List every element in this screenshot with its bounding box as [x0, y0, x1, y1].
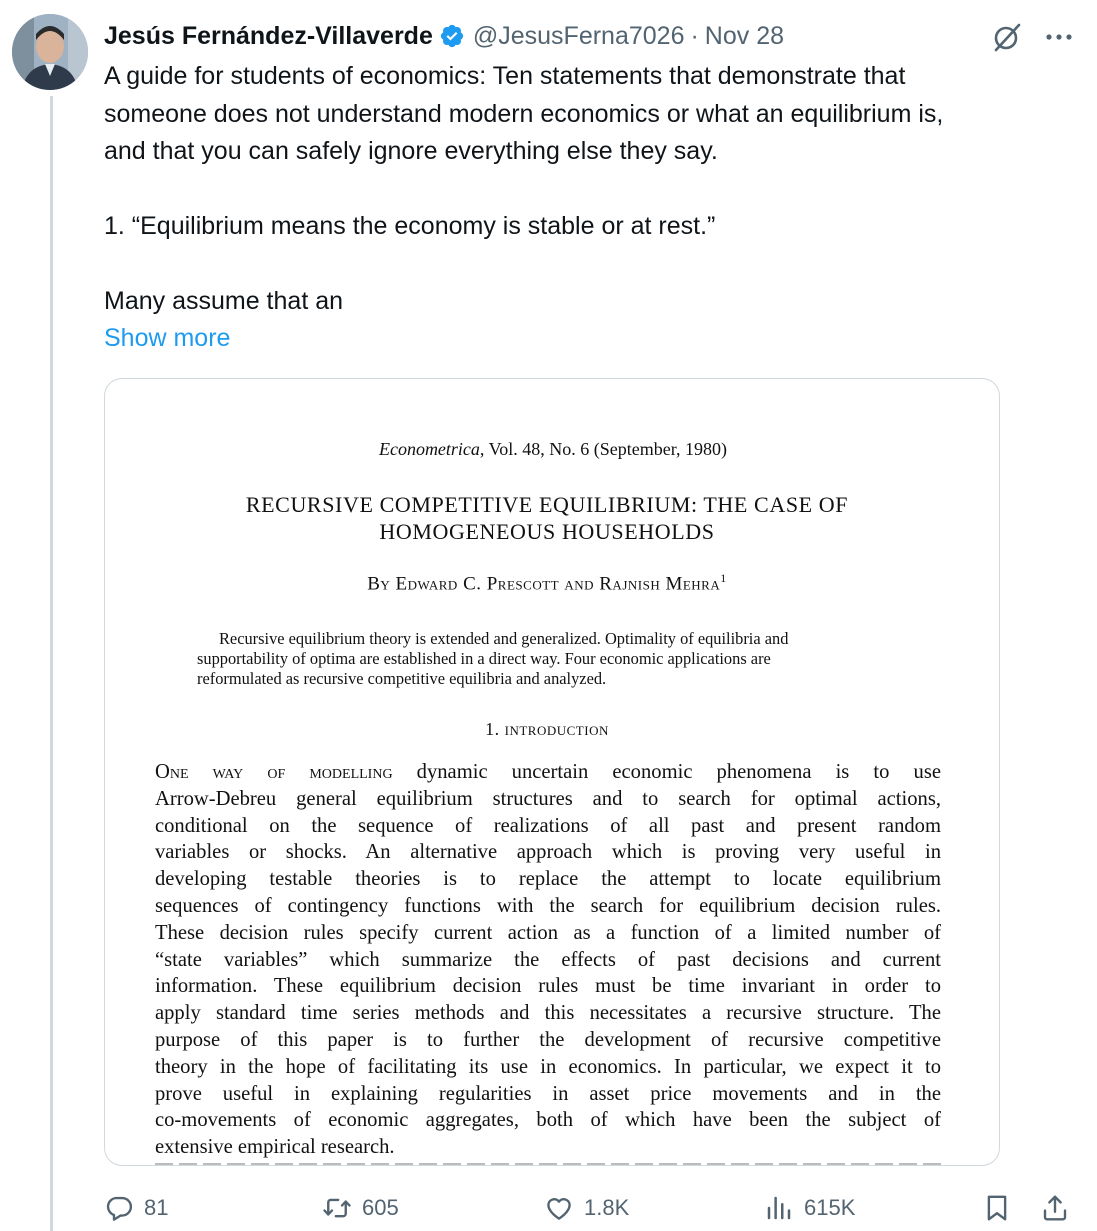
body-line: sequences of contingency functions with the search for equilibrium decision rules. — [155, 894, 941, 917]
share-icon — [1040, 1193, 1070, 1223]
tweet-date[interactable]: Nov 28 — [704, 21, 785, 50]
tweet-point-1: 1. “Equilibrium means the economy is stable or at rest.” — [104, 212, 716, 240]
body-line: prove useful in explaining regularities in asset price movements and in the — [155, 1082, 941, 1105]
reply-count: 81 — [144, 1195, 169, 1220]
body-line: conditional on the sequence of realizations of all past and present random — [155, 814, 941, 837]
repost-button[interactable] — [322, 1186, 399, 1230]
header-separator: · — [690, 21, 699, 50]
journal-name: Econometrica — [378, 439, 480, 459]
like-count: 1.8K — [584, 1195, 630, 1220]
repost-icon — [322, 1193, 352, 1223]
author-name[interactable]: Jesús Fernández-Villaverde — [104, 21, 433, 50]
show-more-link[interactable]: Show more — [104, 324, 231, 352]
paper-title-line: RECURSIVE COMPETITIVE EQUILIBRIUM: THE CASE OF — [245, 492, 849, 517]
body-line: co-movements of economic aggregates, both of which have been the subject of — [155, 1109, 941, 1132]
body-line-text: dynamic uncertain economic phenomena is to use — [392, 761, 942, 783]
body-line: extensive empirical research. — [155, 1136, 395, 1159]
tweet-text — [104, 58, 1079, 321]
paper-scan — [105, 379, 1000, 1166]
tweet-text-line: and that you can safely ignore everything else they say. — [104, 137, 718, 165]
heart-icon — [544, 1193, 574, 1223]
avatar-photo-icon — [12, 14, 88, 90]
body-line: apply standard time series methods and this necessitates a recursive structure. The — [155, 1002, 941, 1025]
abstract-line: Recursive equilibrium theory is extended and generalized. Optimality of equilibria and — [219, 629, 789, 648]
section-title: introduction — [504, 719, 609, 739]
repost-count: 605 — [362, 1195, 399, 1220]
paper-body — [155, 759, 941, 1161]
views-chart-icon — [764, 1193, 794, 1223]
journal-volume: , Vol. 48, No. 6 (September, 1980) — [479, 439, 728, 459]
tweet-header — [104, 16, 784, 56]
more-options-icon[interactable] — [1042, 20, 1076, 54]
share-button[interactable] — [1040, 1186, 1070, 1230]
grok-icon[interactable] — [990, 20, 1024, 54]
paper-title-line: HOMOGENEOUS HOUSEHOLDS — [379, 519, 715, 544]
body-line: information. These equilibrium decision rules must be time invariant in order to — [155, 975, 941, 998]
action-bar — [104, 1186, 1064, 1230]
abstract-line: supportability of optima are established in a direct way. Four economic applications are — [197, 649, 771, 668]
tweet-teaser: Many assume that an — [104, 287, 344, 315]
journal-citation — [105, 439, 1000, 460]
reply-icon — [104, 1193, 134, 1223]
body-line: theory in the hope of facilitating its use in economics. In particular, we expect it to — [155, 1055, 941, 1078]
bookmark-button[interactable] — [982, 1186, 1012, 1230]
body-lead-in: One way of modelling — [155, 761, 393, 783]
section-heading — [105, 719, 989, 740]
thread-connector-line — [50, 96, 53, 1231]
tweet-text-line: A guide for students of economics: Ten statements that demonstrate that — [104, 62, 906, 90]
paper-authors-text: By Edward C. Prescott and Rajnish Mehra — [367, 573, 721, 595]
paper-title — [105, 491, 989, 545]
paper-abstract — [197, 629, 894, 689]
avatar[interactable] — [12, 14, 88, 90]
body-line: “state variables” which summarize the effects of past decisions and current — [155, 948, 941, 971]
abstract-line: reformulated as recursive competitive equilibria and analyzed. — [197, 669, 607, 688]
verified-badge-icon — [439, 23, 465, 49]
section-number: 1. — [485, 719, 500, 739]
footnote-mark: 1 — [720, 571, 727, 585]
paper-authors — [105, 571, 989, 595]
author-handle[interactable]: @JesusFerna7026 — [472, 21, 685, 50]
body-line — [155, 759, 941, 786]
reply-button[interactable] — [104, 1186, 168, 1230]
bookmark-icon — [982, 1193, 1012, 1223]
body-line: These decision rules specify current action as a function of a limited number of — [155, 921, 941, 944]
body-line: Arrow-Debreu general equilibrium structures and to search for optimal actions, — [155, 787, 941, 810]
body-line: developing testable theories is to replace the attempt to locate equilibrium — [155, 868, 941, 891]
tweet-text-line: someone does not understand modern economics or what an equilibrium is, — [104, 99, 944, 128]
view-count: 615K — [804, 1195, 856, 1220]
body-line: variables or shocks. An alternative approach which is proving very useful in — [155, 841, 941, 864]
cropped-text-line — [155, 1161, 945, 1166]
attached-image[interactable] — [104, 378, 1000, 1166]
views-button[interactable] — [764, 1186, 855, 1230]
body-line: purpose of this paper is to further the development of recursive competitive — [155, 1028, 941, 1051]
like-button[interactable] — [544, 1186, 629, 1230]
